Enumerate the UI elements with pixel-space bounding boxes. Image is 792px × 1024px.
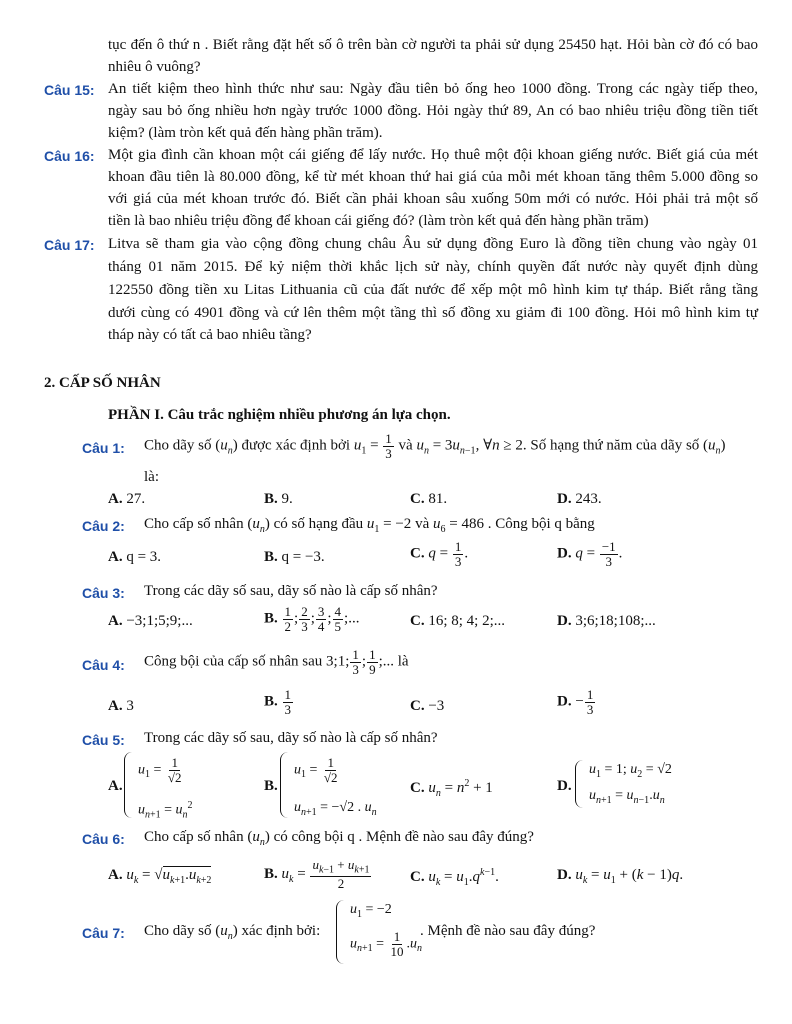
mc-q1-stem: Cho dãy số $(u_n)$ được xác định bởi $u_1$ = $\frac{1}{3}$ và $u_n = 3u_{n-1}$, ∀n ≥ 2. Số hạng thứ năm của dãy số $(u_n)$: [144, 431, 726, 461]
mc-q6-option-c[interactable]: C. $u_k = u_1.q^{k-1}$.: [410, 867, 499, 888]
mc-q1-option-b[interactable]: B. 9.: [264, 491, 293, 507]
mc-q1-text-c: Số hạng thứ năm của dãy số: [530, 437, 700, 454]
mc-q2-label: Câu 2:: [82, 518, 125, 534]
question-16-line-1: Một gia đình cần khoan một cái giếng để lấy nước. Họ thuê một đội khoan giếng nước. Biết giá của mét: [108, 147, 758, 163]
continuation-line-2: nhiêu ô vuông?: [108, 59, 201, 75]
part-title: PHẦN I. Câu trắc nghiệm nhiều phương án lựa chọn.: [108, 407, 451, 423]
mc-q4-option-b[interactable]: B. $\frac{1}{3}$: [264, 687, 292, 717]
mc-q6-label: Câu 6:: [82, 831, 125, 847]
mc-q6-option-b[interactable]: B. $u_k$ = $\frac{u_{k-1} + u_{k+1}}{2}$: [264, 857, 370, 892]
question-16-line-4: tiền là bao nhiêu triệu đồng để khoan cái giếng đó? (làm tròn kết quả đến hàng phần trăm): [108, 213, 649, 229]
mc-q3-label: Câu 3:: [82, 585, 125, 601]
question-17-label: Câu 17:: [44, 237, 95, 253]
question-16-line-2: khoan đầu tiên là 80.000 đồng, kể từ mét khoan thứ hai giá của mỗi mét khoan tăng thêm 5.000 đồng so: [108, 169, 758, 185]
question-15-line-3: kiệm? (làm tròn kết quả đến hàng phần trăm).: [108, 125, 383, 141]
mc-q5-text: Trong các dãy số sau, dãy số nào là cấp số nhân?: [144, 730, 438, 746]
mc-q2-option-c[interactable]: C. q = $\frac{1}{3}$ .: [410, 539, 469, 569]
mc-q5-option-d-system: $u_1 = 1$; $u_2 = √2$ $u_{n+1} = u_{n-1}.u_n$: [575, 760, 715, 808]
mc-q1-option-c[interactable]: C. 81.: [410, 491, 448, 507]
mc-q7-label: Câu 7:: [82, 925, 125, 941]
mc-q4-option-c[interactable]: C. −3: [410, 698, 445, 714]
mc-q5-option-d-letter[interactable]: D.: [557, 778, 572, 794]
question-15-label: Câu 15:: [44, 82, 95, 98]
mc-q5-option-a-letter[interactable]: A.: [108, 778, 123, 794]
question-15-line-1: An tiết kiệm theo hình thức như sau: Ngày đầu tiên bỏ ống heo 1000 đồng. Trong các ngày tiếp theo,: [108, 81, 758, 97]
mc-q6-option-a[interactable]: A. $u_k = √u_{k+1}.u_{k+2}$: [108, 867, 212, 886]
mc-q3-option-a[interactable]: A. −3;1;5;9;...: [108, 613, 193, 629]
mc-q3-text: Trong các dãy số sau, dãy số nào là cấp số nhân?: [144, 583, 438, 599]
question-16-line-3: với giá của mét khoan trước đó. Biết cần phải khoan sâu xuống 50m mới có nước. Hỏi phải trả một số: [108, 191, 758, 207]
question-17-line-4: dưới cùng có 4901 đồng và cứ lên thêm một tầng thì số đồng xu giảm đi 100 đồng. Hỏi mô hình kim tự: [108, 305, 758, 321]
mc-q2-stem: Cho cấp số nhân $(u_n)$ có số hạng đầu $u_1 = -2$ và $u_6 = 486$ . Công bội q bằng: [144, 516, 595, 535]
question-17-line-3: 122550 đồng tiền xu Litas Lithuania cũ của đất nước để xếp một mô hình kim tự tháp. Biết rằng tầng: [108, 282, 758, 298]
question-17-line-1: Litva sẽ tham gia vào cộng đồng chung châu Âu sử dụng đồng Euro là đồng tiền chung vào ngày 01: [108, 236, 758, 252]
mc-q6-stem: Cho cấp số nhân $(u_n)$ có công bội q . Mệnh đề nào sau đây đúng?: [144, 829, 534, 848]
mc-q2-option-b[interactable]: B. q = −3.: [264, 549, 325, 565]
mc-q5-option-b-system: $u_1$ = $\frac{1}{√2}$ $u_{n+1} = -√2$ . $u_n$: [280, 752, 410, 818]
mc-q5-option-b-letter[interactable]: B.: [264, 778, 278, 794]
mc-q1-label: Câu 1:: [82, 440, 125, 456]
mc-q1-option-a[interactable]: A. 27.: [108, 491, 146, 507]
mc-q2-option-a[interactable]: A. q = 3.: [108, 549, 162, 565]
continuation-line-1: tục đến ô thứ n . Biết rằng đặt hết số ô trên bàn cờ người ta phải sử dụng 25450 hạt. Hỏi bàn cờ đó có bao: [108, 37, 758, 53]
mc-q1-frac: $\frac{1}{3}$: [385, 431, 392, 461]
mc-q2-option-d[interactable]: D. q = $\frac{-1}{3}$ .: [557, 539, 623, 569]
mc-q7-stem-a: Cho dãy số $(u_n)$ xác định bởi:: [144, 923, 321, 942]
mc-q1-option-d[interactable]: D. 243.: [557, 491, 602, 507]
mc-q4-option-d[interactable]: D. − $\frac{1}{3}$: [557, 687, 594, 717]
mc-q3-option-d[interactable]: D. 3;6;18;108;...: [557, 613, 656, 629]
mc-q3-option-c[interactable]: C. 16; 8; 4; 2;...: [410, 613, 506, 629]
mc-q7-stem-c: . Mệnh đề nào sau đây đúng?: [420, 923, 596, 939]
mc-q1-text-d: là:: [144, 469, 159, 485]
question-17-line-2: tháng 01 năm 2015. Để kỷ niệm thời khắc lịch sử này, chính quyền đất nước này quyết định dùng: [108, 259, 758, 275]
question-15-line-2: ngày sau bỏ ống nhiều hơn ngày trước 1000 đồng. Hỏi ngày thứ 89, An có bao nhiêu triệu đồng tiền tiết: [108, 103, 758, 119]
mc-q4-option-a[interactable]: A. 3: [108, 698, 134, 714]
mc-q5-option-a-system: $u_1$ = $\frac{1}{√2}$ $u_{n+1} = u_n^2$: [124, 752, 244, 818]
mc-q4-stem: Công bội của cấp số nhân sau 3;1; $\frac{1}{3}$ ; $\frac{1}{9}$ ;... là: [144, 647, 409, 677]
mc-q1-text-b: được xác định bởi: [241, 437, 351, 454]
mc-q1-text-a: Cho dãy số: [144, 437, 212, 454]
mc-q4-label: Câu 4:: [82, 657, 125, 673]
mc-q6-option-d[interactable]: D. $u_k = u_1 + (k - 1)q$.: [557, 867, 684, 886]
section-title: 2. CẤP SỐ NHÂN: [44, 375, 161, 391]
question-16-label: Câu 16:: [44, 148, 95, 164]
mc-q7-system: $u_1 = -2$ $u_{n+1}$ = $\frac{1}{10}$ $.u_n$: [336, 900, 420, 964]
question-17-line-5: tháp này có tất cả bao nhiêu tầng?: [108, 327, 312, 343]
mc-q3-option-b[interactable]: B. $\frac{1}{2}$ ; $\frac{2}{3}$ ; $\frac{3}{4}$ ; $\frac{4}{5}$ ;...: [264, 604, 360, 634]
mc-q5-label: Câu 5:: [82, 732, 125, 748]
mc-q5-option-c[interactable]: C. $u_n = n^2 + 1$: [410, 778, 493, 799]
